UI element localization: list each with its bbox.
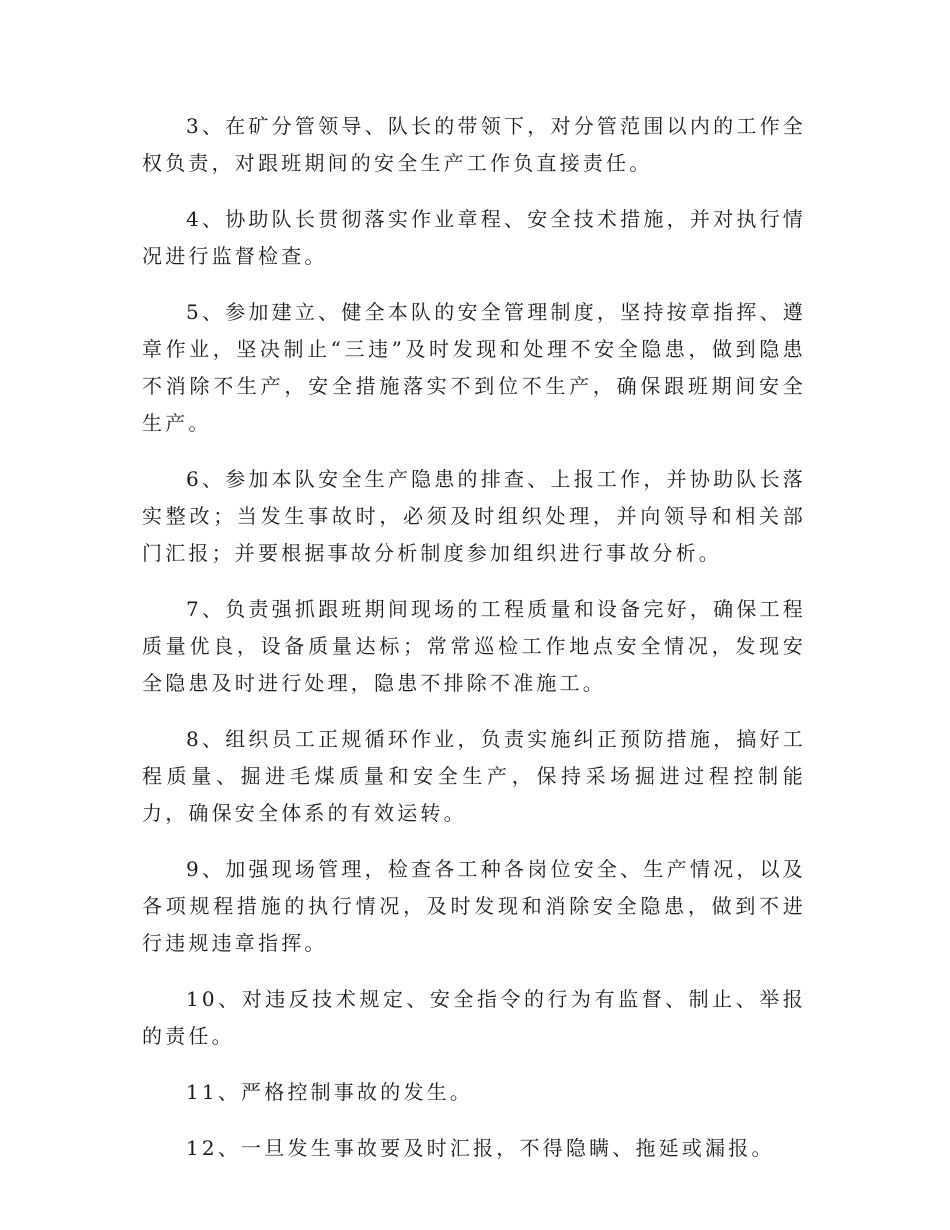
paragraph-item-10: 10、对违反技术规定、安全指令的行为有监督、制止、举报的责任。 xyxy=(142,987,806,1048)
paragraph-item-6: 6、参加本队安全生产隐患的排查、上报工作，并协助队长落实整改；当发生事故时，必须及时组织处理，并向领导和相关部门汇报；并要根据事故分析制度参加组织进行事故分析。 xyxy=(142,467,806,565)
paragraph-item-4: 4、协助队长贯彻落实作业章程、安全技术措施，并对执行情况进行监督检查。 xyxy=(142,207,806,268)
paragraph-item-7: 7、负责强抓跟班期间现场的工程质量和设备完好，确保工程质量优良，设备质量达标；常常巡检工作地点安全情况，发现安全隐患及时进行处理，隐患不排除不准施工。 xyxy=(142,597,806,695)
paragraph-item-9: 9、加强现场管理，检查各工种各岗位安全、生产情况，以及各项规程措施的执行情况，及时发现和消除安全隐患，做到不进行违规违章指挥。 xyxy=(142,857,806,955)
paragraph-item-11: 11、严格控制事故的发生。 xyxy=(186,1080,474,1104)
paragraph-item-8: 8、组织员工正规循环作业，负责实施纠正预防措施，搞好工程质量、掘进毛煤质量和安全生产，保持采场掘进过程控制能力，确保安全体系的有效运转。 xyxy=(142,727,806,825)
paragraph-item-12: 12、一旦发生事故要及时汇报，不得隐瞒、拖延或漏报。 xyxy=(186,1136,775,1160)
paragraph-item-3: 3、在矿分管领导、队长的带领下，对分管范围以内的工作全权负责，对跟班期间的安全生产工作负直接责任。 xyxy=(142,114,806,175)
document-body xyxy=(142,108,806,1186)
paragraph-item-5: 5、参加建立、健全本队的安全管理制度，坚持按章指挥、遵章作业，坚决制止“三违”及时发现和处理不安全隐患，做到隐患不消除不生产，安全措施落实不到位不生产，确保跟班期间安全生产。 xyxy=(142,300,806,435)
